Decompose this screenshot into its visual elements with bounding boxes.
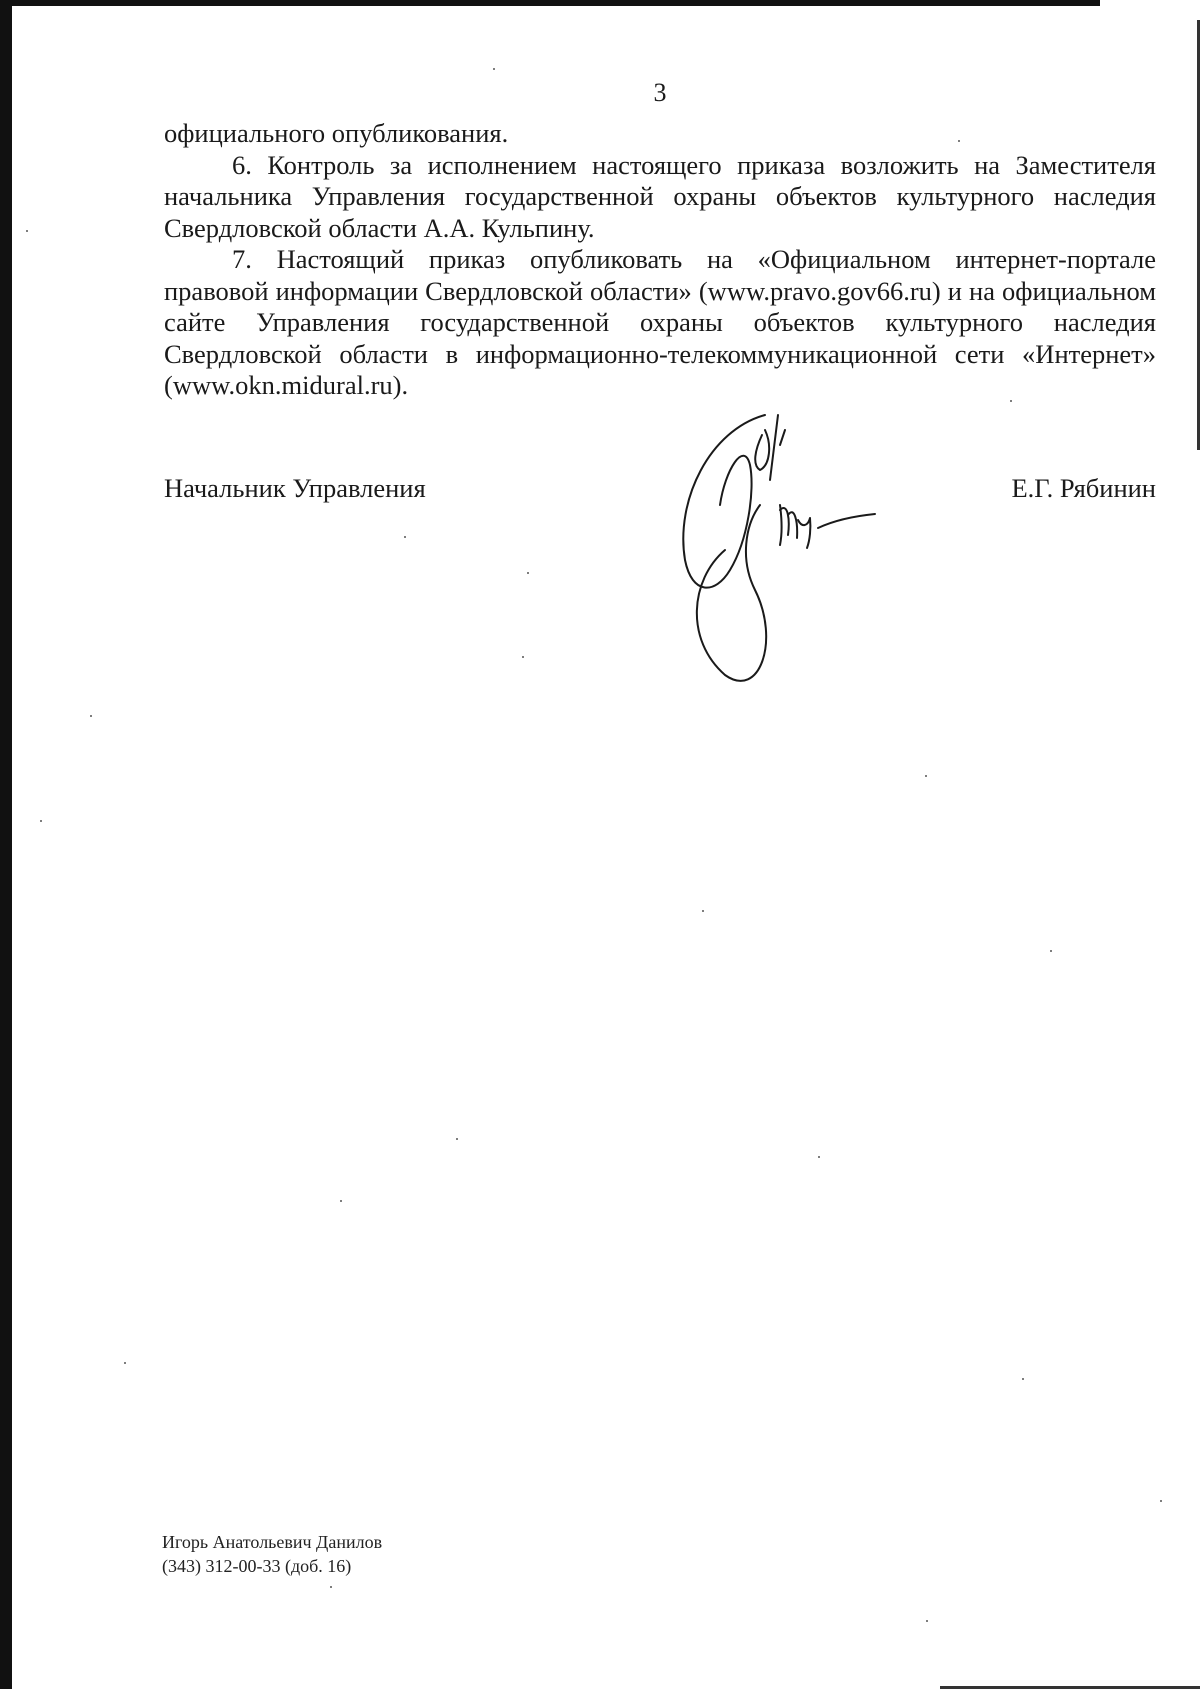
scan-speck [702,910,704,912]
scan-edge-left [0,0,12,1689]
paragraph-6: 6. Контроль за исполнением настоящего приказа возложить на Заместителя начальника Управления государственной охраны объектов культурного наследия Свердловской области А.А. Кульпину. [164,149,1156,243]
signatory-position: Начальник Управления [164,473,426,503]
scan-speck [90,715,92,717]
page-number: 3 [653,78,667,107]
scan-speck [958,140,960,142]
signatory-name: Е.Г. Рябинин [1011,473,1156,503]
scan-speck [456,1138,458,1140]
scan-speck [40,820,42,822]
executor-phone: (343) 312-00-33 (доб. 16) [162,1556,352,1576]
scan-speck [404,536,406,538]
scan-edge-top [0,0,1100,6]
scan-speck [26,230,28,232]
scan-speck [926,1620,928,1622]
scan-speck [1010,400,1012,402]
scan-speck [1160,1500,1162,1502]
scan-speck [1050,950,1052,952]
scan-speck [493,68,495,70]
paragraph-7: 7. Настоящий приказ опубликовать на «Официальном интернет-портале правовой информации Свердловской области» (www.pravo.gov66.ru) и на официальном сайте Управления государственной охраны объектов культурного наследия Свердловской области в информационно-телекоммуникационной сети «Интернет» (www.okn.midural.ru). [164,244,1156,400]
scan-speck [340,1200,342,1202]
scan-speck [925,775,927,777]
executor-name: Игорь Анатольевич Данилов [162,1532,383,1552]
document-body [164,118,1156,402]
scan-speck [818,1156,820,1158]
scan-speck [527,572,529,574]
handwritten-signature [670,410,900,690]
scan-speck [1022,1378,1024,1380]
executor-contact [162,1530,382,1578]
scan-speck [330,1586,332,1588]
scan-speck [522,656,524,658]
continuation-line: официального опубликования. [164,118,509,148]
scan-speck [124,1362,126,1364]
